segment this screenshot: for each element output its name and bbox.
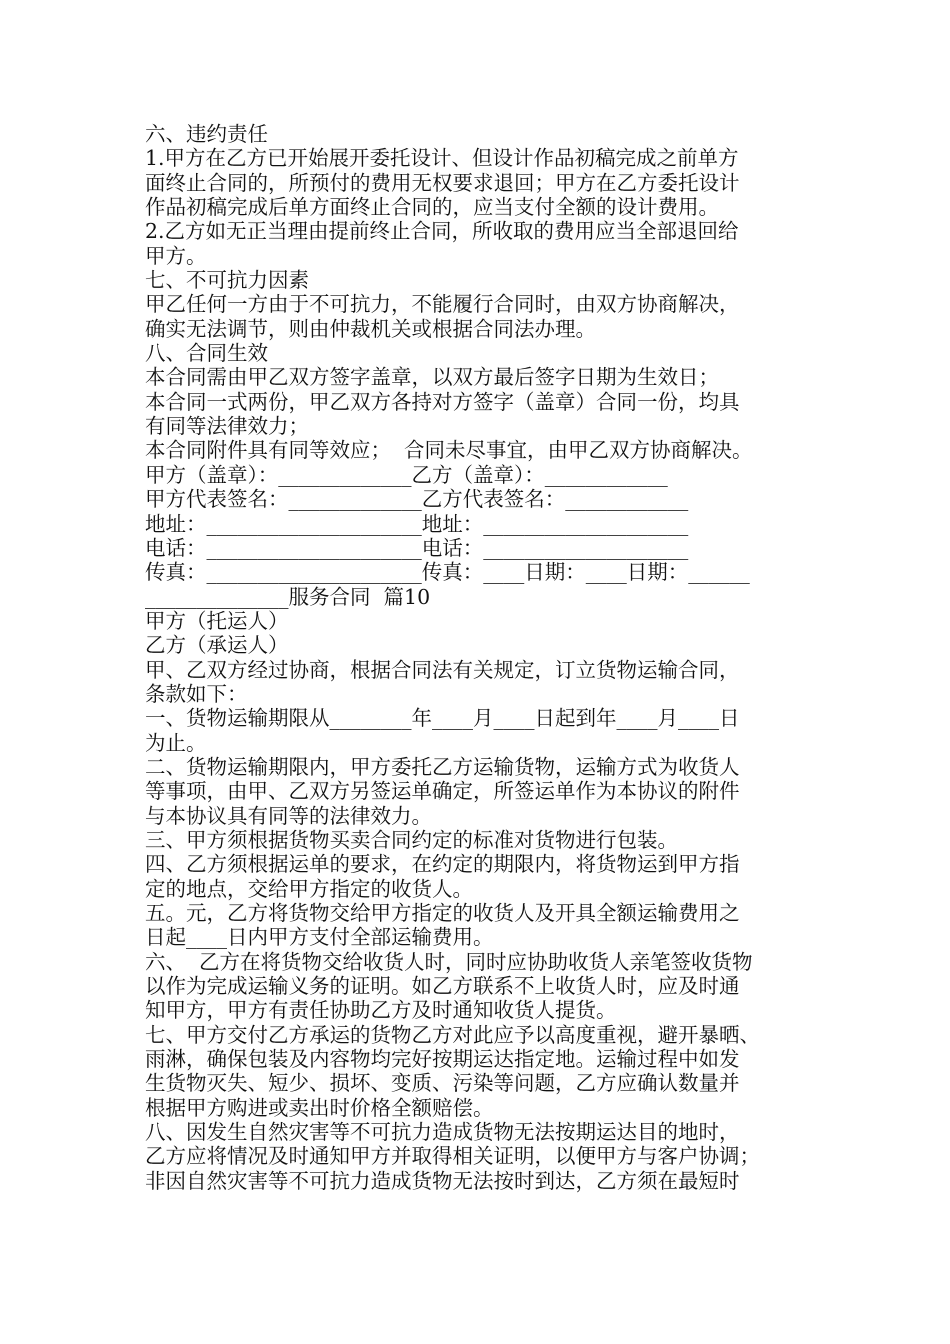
party-a-label: 甲方（托运人） [145,608,289,633]
signature-field-phone: 电话：_____________________电话：____________________ [145,535,689,560]
text-line: 等事项，由甲、乙双方另签运单确定，所签运单作为本协议的附件 [145,779,740,804]
text-line: 作品初稿完成后单方面终止合同的，应当支付全额的设计费用。 [145,195,719,220]
text-line: 日起____日内甲方支付全部运输费用。 [145,925,494,950]
text-line: 定的地点，交给甲方指定的收货人。 [145,876,473,901]
text-line: 乙方应将情况及时通知甲方并取得相关证明，以便甲方与客户协调； [145,1144,760,1169]
text-line: 为止。 [145,730,207,755]
text-line: 知甲方，甲方有责任协助乙方及时通知收货人提货。 [145,998,617,1023]
document-body [145,122,825,1193]
section-heading-force-majeure: 七、不可抗力因素 [145,268,309,293]
text-line: 一、货物运输期限从________年____月____日起到年____月____日 [145,706,740,731]
text-line: 面终止合同的，所预付的费用无权要求退回；甲方在乙方委托设计 [145,170,740,195]
text-line: 甲乙任何一方由于不可抗力，不能履行合同时，由双方协商解决， [145,292,740,317]
text-line: 七、甲方交付乙方承运的货物乙方对此应予以高度重视，避开暴晒、 [145,1022,760,1047]
text-line: 雨淋，确保包装及内容物均完好按期运达指定地。运输过程中如发 [145,1047,740,1072]
text-line: 根据甲方购进或卖出时价格全额赔偿。 [145,1095,494,1120]
text-line: 1.甲方在乙方已开始展开委托设计、但设计作品初稿完成之前单方 [145,146,739,171]
section-heading-breach: 六、违约责任 [145,122,268,146]
text-line: 甲方。 [145,243,207,268]
text-line: 以作为完成运输义务的证明。如乙方联系不上收货人时，应及时通 [145,974,740,999]
text-line: 本合同附件具有同等效应； 合同未尽事宜，由甲乙双方协商解决。 [145,438,753,463]
text-line: 条款如下： [145,681,248,706]
text-line: 三、甲方须根据货物买卖合同约定的标准对货物进行包装。 [145,827,678,852]
text-line: 确实无法调节，则由仲裁机关或根据合同法办理。 [145,316,596,341]
text-line: 有同等法律效力； [145,414,309,439]
signature-field-address: 地址：_____________________地址：____________________ [145,511,689,536]
signature-field-seal: 甲方（盖章）：_____________乙方（盖章）：____________ [145,462,668,487]
text-line: 二、货物运输期限内，甲方委托乙方运输货物，运输方式为收货人 [145,754,740,779]
text-line: 甲、乙双方经过协商，根据合同法有关规定，订立货物运输合同， [145,657,740,682]
text-line: 本合同一式两份，甲乙双方各持对方签字（盖章）合同一份，均具 [145,389,740,414]
section-heading-effectiveness: 八、合同生效 [145,341,268,366]
text-line: 非因自然灾害等不可抗力造成货物无法按时到达，乙方须在最短时 [145,1168,740,1193]
text-line: 与本协议具有同等的法律效力。 [145,803,432,828]
contract-title: ______________服务合同 篇10 [145,584,431,609]
text-line: 2.乙方如无正当理由提前终止合同，所收取的费用应当全部退回给 [145,219,739,244]
signature-field-fax-date: 传真：_____________________传真：____日期：____日期：______ [145,560,750,585]
signature-field-representative: 甲方代表签名：_____________乙方代表签名：____________ [145,487,689,512]
text-line: 八、因发生自然灾害等不可抗力造成货物无法按期运达目的地时， [145,1120,740,1145]
text-line: 六、 乙方在将货物交给收货人时，同时应协助收货人亲笔签收货物 [145,949,753,974]
party-b-label: 乙方（承运人） [145,633,289,658]
text-line: 生货物灭失、短少、损坏、变质、污染等问题，乙方应确认数量并 [145,1071,740,1096]
text-line: 本合同需由甲乙双方签字盖章，以双方最后签字日期为生效日； [145,365,719,390]
text-line: 五。元，乙方将货物交给甲方指定的收货人及开具全额运输费用之 [145,901,740,925]
text-line: 四、乙方须根据运单的要求，在约定的期限内，将货物运到甲方指 [145,852,740,877]
